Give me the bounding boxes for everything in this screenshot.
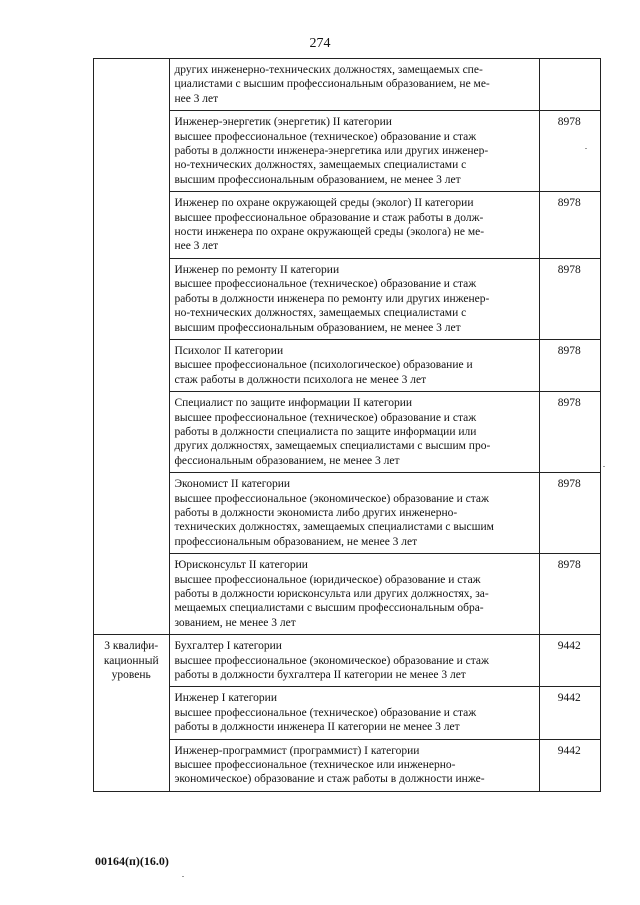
description-line: других инженерно-технических должностях, замещаемых спе- [174,64,483,76]
position-title: Инженер по ремонту II категории [174,263,340,276]
table-row [94,111,601,192]
description-line: высшее профессиональное (техническое) образование и стаж [174,278,477,291]
page-number: 274 [309,36,331,51]
position-title: Инженер-программист (программист) I категории [174,744,420,757]
description-line: работы в должности инженера II категории не менее 3 лет [174,721,460,734]
position-description-cell [170,392,539,473]
position-description-cell [170,258,539,339]
description-line: экономическое) образование и стаж работы в должности инже- [174,773,485,786]
position-description-cell [170,635,539,687]
position-title: Экономист II категории [174,478,291,491]
description-line: работы в должности инженера-энергетика или других инженер- [174,145,489,158]
salary-cell: 9442 [539,687,600,739]
position-title: Юрисконсульт II категории [174,559,308,572]
salary-cell: 9442 [539,635,600,687]
table-row [94,739,601,791]
description-line: профессиональным образованием, не менее 3 лет [174,535,418,548]
description-line: других должностях, замещаемых специалистами с высшим про- [174,440,491,453]
table-row [94,59,601,111]
table-row [94,339,601,391]
position-description-cell [170,111,539,192]
salary-cell: 8978 [539,111,600,192]
table-row [94,635,601,687]
description-line: высшее профессиональное (юридическое) образование и стаж [174,573,481,586]
description-line: высшее профессиональное (техническое) образование и стаж [174,130,477,143]
salary-cell: 8978 [539,392,600,473]
qualification-level-cell [94,635,170,792]
description-line: циалистами с высшим профессиональным образованием, не ме- [174,78,490,91]
table-row [94,392,601,473]
salary-cell: 8978 [539,258,600,339]
position-description-cell [170,739,539,791]
table-row [94,554,601,635]
position-title: Инженер I категории [174,692,277,705]
qualification-level-label: уровень [111,669,151,682]
description-line: нее 3 лет [174,92,219,105]
document-code: 00164(п)(16.0) [95,854,169,868]
scan-speck [585,148,587,149]
qualification-level-cell [94,59,170,635]
description-line: но-технических должностях, замещаемых специалистами с [174,307,467,320]
salary-cell: 8978 [539,554,600,635]
description-line: высшее профессиональное (экономическое) образование и стаж [174,654,489,667]
scan-speck [182,876,184,877]
position-description-cell [170,59,539,111]
description-line: высшее профессиональное (техническое или инженерно- [174,759,456,772]
description-line: работы в должности специалиста по защите информации или [174,425,477,438]
description-line: работы в должности бухгалтера II категории не менее 3 лет [174,669,466,682]
description-line: технических должностях, замещаемых специалистами с высшим [174,521,494,534]
description-line: высшим профессиональным образованием, не менее 3 лет [174,173,461,186]
position-description-cell [170,339,539,391]
position-description-cell [170,192,539,259]
salary-cell: 8978 [539,192,600,259]
salary-cell: 8978 [539,339,600,391]
description-line: высшее профессиональное (техническое) образование и стаж [174,411,477,424]
description-line: фессиональным образованием, не менее 3 лет [174,454,400,467]
description-line: высшее профессиональное (психологическое) образование и [174,359,473,372]
position-title: Специалист по защите информации II категории [174,397,413,410]
qualification-level-label: 3 квалифи- [104,640,159,653]
table-row [94,687,601,739]
description-line: стаж работы в должности психолога не менее 3 лет [174,373,427,386]
salary-cell [539,59,600,111]
description-line: работы в должности юрисконсульта или других должностях, за- [174,588,489,600]
description-line: высшее профессиональное (экономическое) образование и стаж [174,492,489,505]
salary-cell: 9442 [539,739,600,791]
position-title: Инженер-энергетик (энергетик) II категории [174,116,392,129]
description-line: мещаемых специалистами с высшим профессиональным обра- [174,602,484,615]
description-line: работы в должности экономиста либо других инженерно- [174,506,458,519]
position-description-cell [170,473,539,554]
description-line: высшее профессиональное образование и стаж работы в долж- [174,211,484,224]
description-line: высшее профессиональное (техническое) образование и стаж [174,706,477,719]
description-line: но-технических должностях, замещаемых специалистами с [174,159,467,172]
description-line: ности инженера по охране окружающей среды (эколога) не ме- [174,226,485,239]
table-row [94,258,601,339]
table-row [94,192,601,259]
salary-cell: 8978 [539,473,600,554]
description-line: зованием, не менее 3 лет [174,616,296,629]
qualification-table [93,58,601,792]
position-title: Инженер по охране окружающей среды (эколог) II категории [174,197,474,210]
description-line: высшим профессиональным образованием, не менее 3 лет [174,321,461,334]
position-description-cell [170,554,539,635]
position-description-cell [170,687,539,739]
table-row [94,473,601,554]
description-line: нее 3 лет [174,240,219,253]
scan-speck [603,466,605,467]
position-title: Бухгалтер I категории [174,640,282,653]
description-line: работы в должности инженера по ремонту или других инженер- [174,292,490,305]
qualification-level-label: кационный [103,654,159,667]
position-title: Психолог II категории [174,344,284,357]
